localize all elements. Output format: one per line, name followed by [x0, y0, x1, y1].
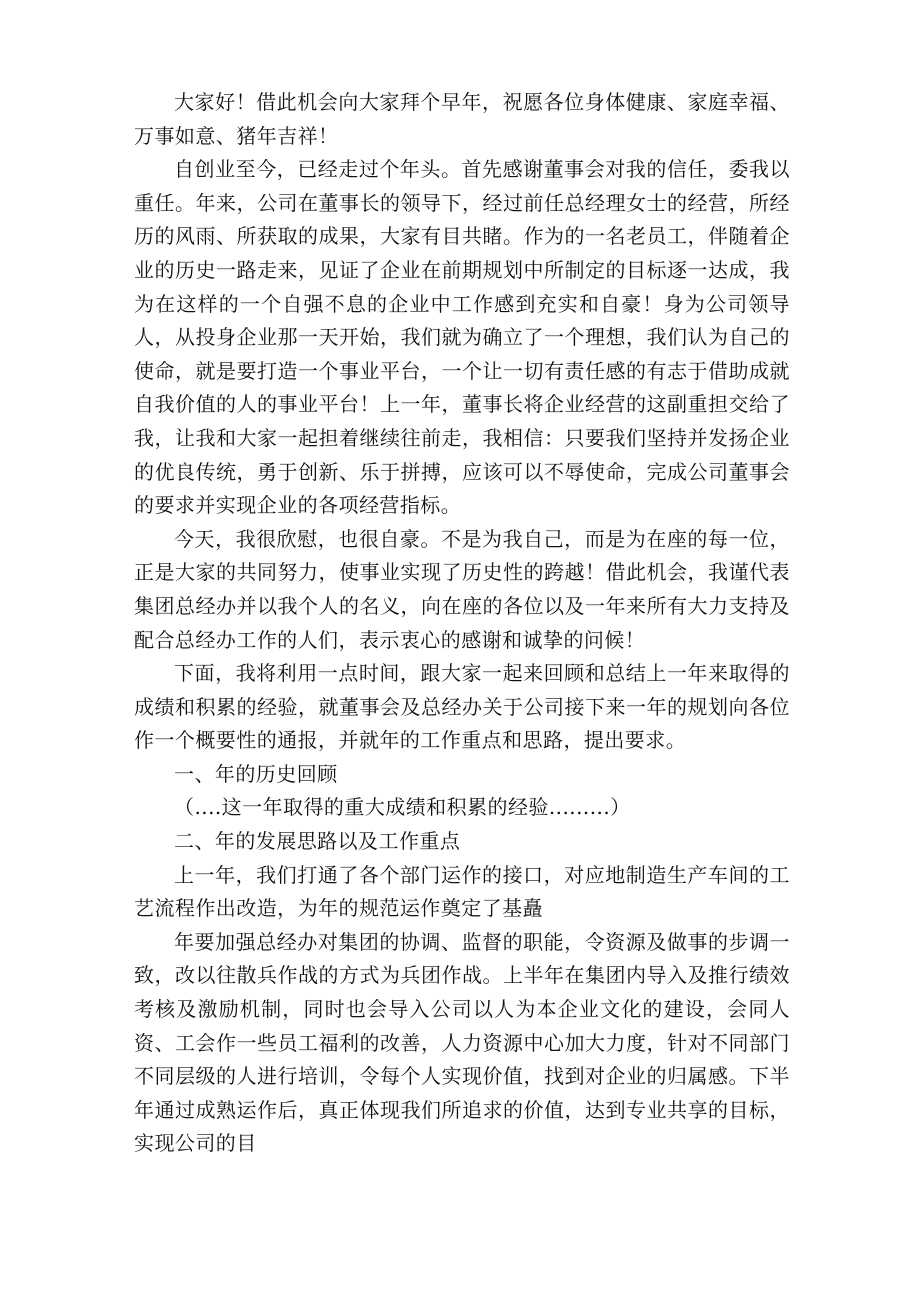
review-placeholder: （....这一年取得的重大成绩和积累的经验.........） — [174, 795, 631, 820]
greeting-paragraph: 大家好！借此机会向大家拜个早年，祝愿各位身体健康、家庭幸福、万事如意、猪年吉祥！ — [134, 90, 790, 148]
section-heading-review: 一、年的历史回顾 — [174, 761, 338, 786]
thanks-paragraph: 今天，我很欣慰，也很自豪。不是为我自己，而是为在座的每一位，正是大家的共同努力，使事业实现了历史性的跨越！借此机会，我谨代表集团总经办并以我个人的名义，向在座的各位以及一年来所有大力支持及配合总经办工作的人们，表示衷心的感谢和诚挚的问候！ — [134, 526, 790, 652]
plan-paragraph-2: 年要加强总经办对集团的协调、监督的职能，令资源及做事的步调一致，改以往散兵作战的方式为兵团作战。上半年在集团内导入及推行绩效考核及激励机制，同时也会导入公司以人为本企业文化的建设，会同人资、工会作一些员工福利的改善，人力资源中心加大力度，针对不同部门不同层级的人进行培训，令每个人实现价值，找到对企业的归属感。下半年通过成熟运作后，真正体现我们所追求的价值，达到专业共享的目标，实现公司的目 — [134, 929, 790, 1156]
document-body — [134, 86, 790, 1161]
section-heading-plan: 二、年的发展思路以及工作重点 — [174, 829, 461, 854]
plan-paragraph-1: 上一年，我们打通了各个部门运作的接口，对应地制造生产车间的工艺流程作出改造，为年的规范运作奠定了基矗 — [134, 862, 790, 921]
agenda-paragraph: 下面，我将利用一点时间，跟大家一起来回顾和总结上一年来取得的成绩和积累的经验，就董事会及总经办关于公司接下来一年的规划向各位作一个概要性的通报，并就年的工作重点和思路，提出要求。 — [134, 661, 790, 753]
intro-paragraph: 自创业至今，已经走过个年头。首先感谢董事会对我的信任，委我以重任。年来，公司在董事长的领导下，经过前任总经理女士的经营，所经历的风雨、所获取的成果，大家有目共睹。作为的一名老员工，伴随着企业的历史一路走来，见证了企业在前期规划中所制定的目标逐一达成，我为在这样的一个自强不息的企业中工作感到充实和自豪！身为公司领导人，从投身企业那一天开始，我们就为确立了一个理想，我们认为自己的使命，就是要打造一个事业平台，一个让一切有责任感的有志于借助成就自我价值的人的事业平台！上一年，董事长将企业经营的这副重担交给了我，让我和大家一起担着继续往前走，我相信：只要我们坚持并发扬企业的优良传统，勇于创新、乐于拼搏，应该可以不辱使命，完成公司董事会的要求并实现企业的各项经营指标。 — [134, 157, 790, 518]
